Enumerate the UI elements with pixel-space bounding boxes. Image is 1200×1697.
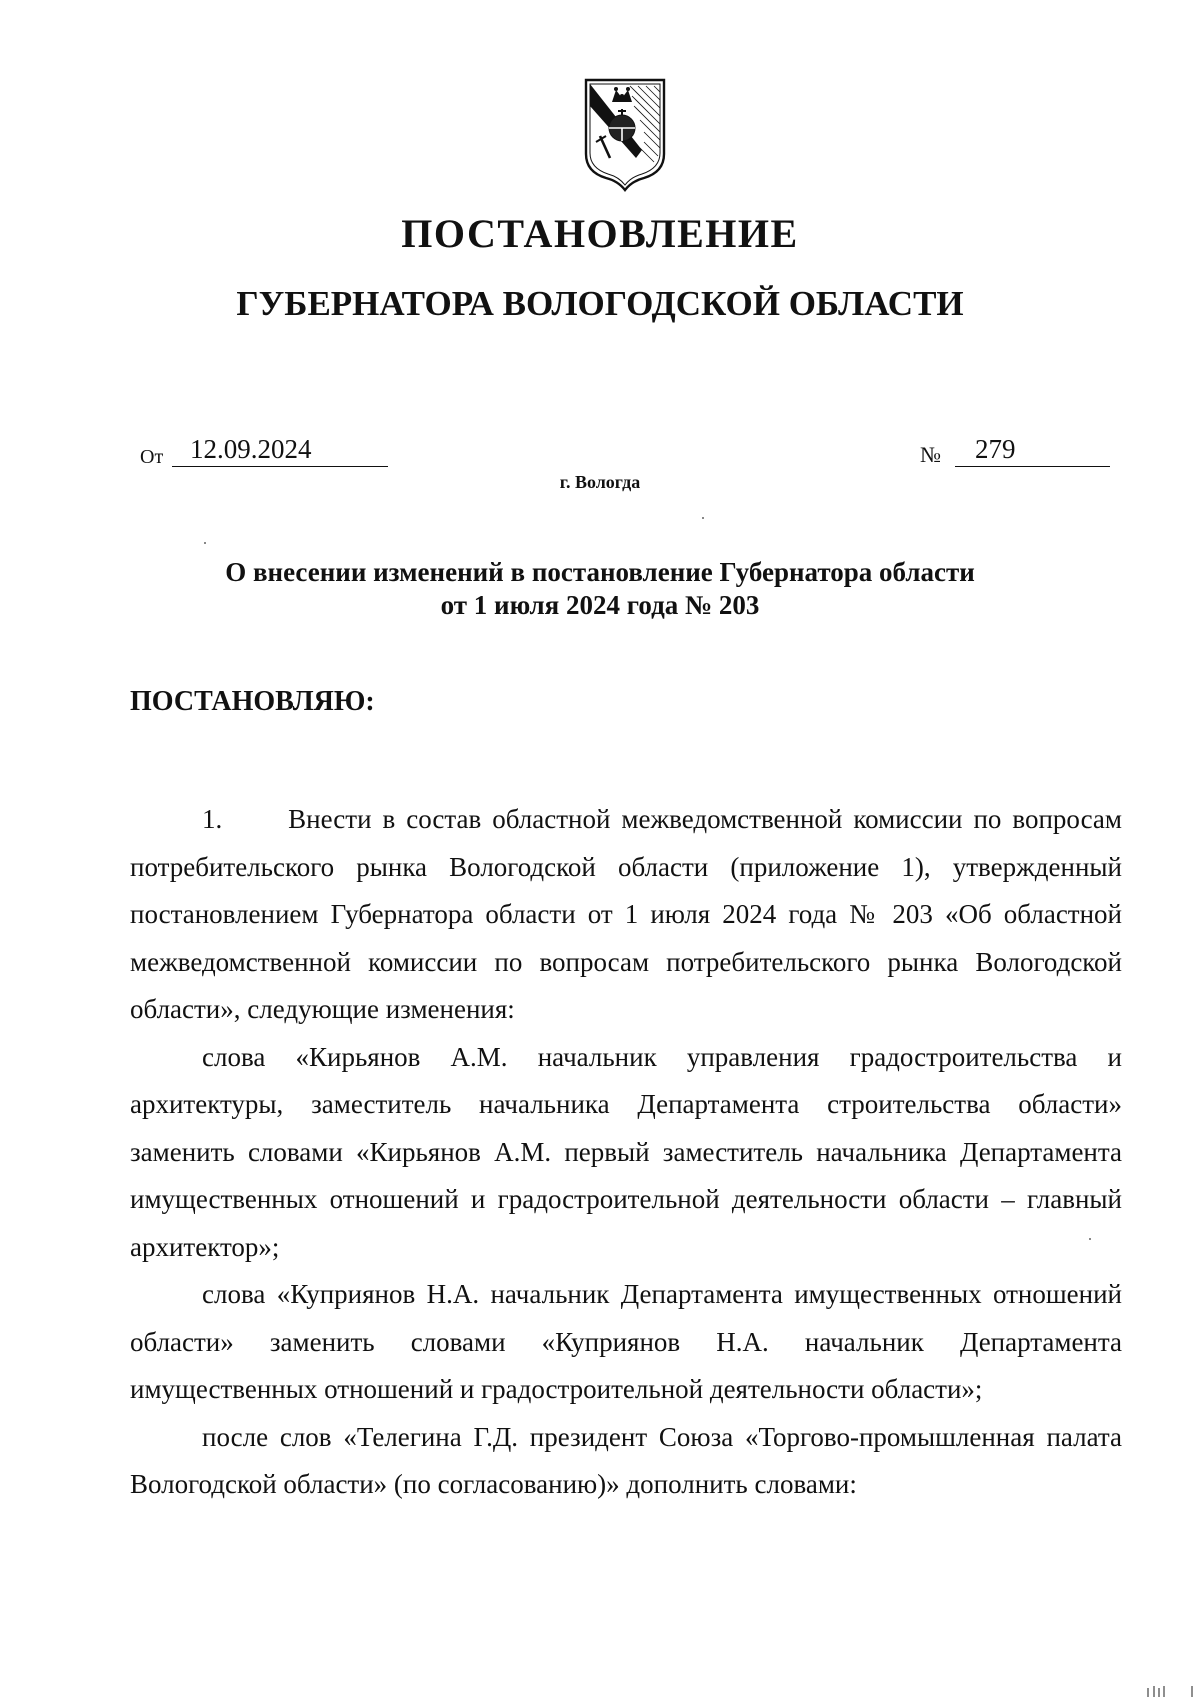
paragraph-4: после слов «Телегина Г.Д. президент Союза «Торгово-промышленная палата Вологодской области» (по согласованию)» дополнить словами: bbox=[130, 1421, 1122, 1499]
scan-speck bbox=[204, 542, 206, 544]
document-title: ПОСТАНОВЛЕНИЕ bbox=[401, 211, 799, 256]
scan-speck bbox=[1089, 1238, 1091, 1240]
city-label: г. Вологда bbox=[559, 472, 641, 492]
scan-speck bbox=[702, 517, 704, 519]
document-body bbox=[130, 796, 1122, 1509]
vologda-coat-of-arms-icon bbox=[582, 76, 668, 192]
paragraph-2: слова «Кирьянов А.М. начальник управления градостроительства и архитектуры, заместитель начальника Департамента строительства области» заменить словами «Кирьянов А.М. первый заместитель начальника Департамента имущественных отношений и градостроительной деятельности области – главный архитектор»; bbox=[130, 1041, 1122, 1262]
number-value: 279 bbox=[955, 432, 1110, 467]
document-subtitle: ГУБЕРНАТОРА ВОЛОГОДСКОЙ ОБЛАСТИ bbox=[236, 284, 964, 323]
subject-heading bbox=[0, 556, 1200, 622]
paragraph-1: 1. Внести в состав областной межведомственной комиссии по вопросам потребительского рынка Вологодской области (приложение 1), утвержденный постановлением Губернатора области от 1 июля 2024 года № 203 «Об областной межведомственной комиссии по вопросам потребительского рынка Вологодской области», следующие изменения: bbox=[130, 804, 1122, 1024]
subject-line-1: О внесении изменений в постановление Губернатора области bbox=[225, 557, 975, 587]
scan-edge-marks bbox=[1130, 1684, 1200, 1697]
subject-line-2: от 1 июля 2024 года № 203 bbox=[440, 590, 760, 620]
number-label: № bbox=[920, 442, 941, 467]
date-value: 12.09.2024 bbox=[172, 432, 388, 467]
date-label: От bbox=[140, 446, 164, 468]
paragraph-3: слова «Куприянов Н.А. начальник Департамента имущественных отношений области» заменить словами «Куприянов Н.А. начальник Департамента имущественных отношений и градостроительной деятельности области»; bbox=[130, 1279, 1122, 1404]
decree-word: ПОСТАНОВЛЯЮ: bbox=[130, 686, 375, 717]
